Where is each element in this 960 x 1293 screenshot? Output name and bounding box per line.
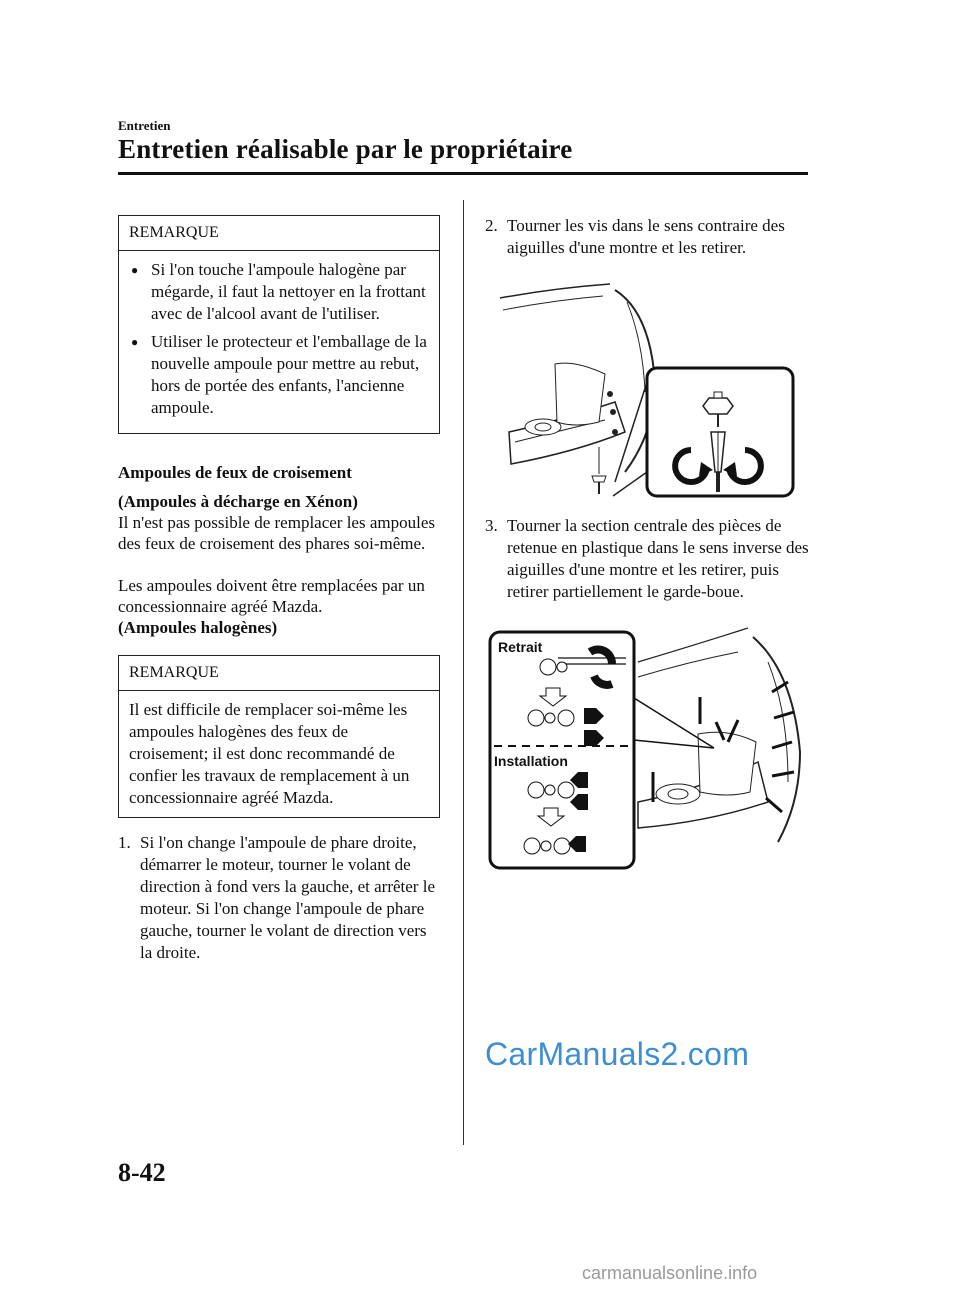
watermark-url: carmanualsonline.info <box>582 1263 758 1283</box>
note-box-2 <box>118 655 440 818</box>
watermark: CarManuals2.com <box>485 1036 750 1072</box>
title-divider <box>118 172 808 175</box>
low-beam-heading: Ampoules de feux de croisement <box>118 463 352 482</box>
xenon-heading: (Ampoules à décharge en Xénon) <box>118 492 358 511</box>
step-2 <box>485 215 810 259</box>
step-text: Tourner les vis dans le sens contraire des aiguilles d'une montre et les retirer. <box>507 216 785 257</box>
note-box-1 <box>118 215 440 434</box>
note-bullet <box>129 259 429 325</box>
step-text: Si l'on change l'ampoule de phare droite, démarrer le moteur, tourner le volant de direction à fond vers la gauche, et arrêter le moteur. Si l'on change l'ampoule de phare gauche, tourner le volant de direction vers la droite. <box>140 833 435 962</box>
column-divider <box>463 200 464 1145</box>
retainer-removal-illustration <box>488 622 808 872</box>
bullet-dot-icon: ● <box>131 335 139 349</box>
screw-removal-illustration <box>495 282 800 500</box>
page-number: 8-42 <box>118 1158 166 1187</box>
step-number: 3. <box>485 516 498 535</box>
bullet-dot-icon: ● <box>131 263 139 277</box>
figure-label-install: Installation <box>494 753 568 769</box>
step-text: Tourner la section centrale des pièces de retenue en plastique dans le sens inverse des aiguilles d'une montre et les retirer, puis retirer partiellement le garde-boue. <box>507 516 809 601</box>
note-heading: REMARQUE <box>119 216 439 251</box>
note-bullet-text: Si l'on touche l'ampoule halogène par mégarde, il faut la nettoyer en la frottant avec de l'alcool avant de l'utiliser. <box>151 260 426 323</box>
note-bullet-text: Utiliser le protecteur et l'emballage de la nouvelle ampoule pour mettre au rebut, hors de portée des enfants, l'ancienne ampoule. <box>151 332 427 417</box>
note-text: Il est difficile de remplacer soi-même les ampoules halogènes des feux de croisement; il est donc recommandé de confier les travaux de remplacement à un concessionnaire agréé Mazda. <box>129 700 410 807</box>
xenon-paragraph-1: Il n'est pas possible de remplacer les ampoules des feux de croisement des phares soi-même. <box>118 513 435 553</box>
note-bullet <box>129 331 429 419</box>
page-title: Entretien réalisable par le propriétaire <box>118 134 573 164</box>
halogen-heading: (Ampoules halogènes) <box>118 618 278 637</box>
xenon-paragraph-2: Les ampoules doivent être remplacées par un concessionnaire agréé Mazda. <box>118 576 425 616</box>
step-number: 2. <box>485 216 498 235</box>
note-heading: REMARQUE <box>119 656 439 691</box>
step-number: 1. <box>118 833 131 852</box>
figure-label-remove: Retrait <box>498 639 543 655</box>
step-3 <box>485 515 810 603</box>
step-1 <box>118 832 443 964</box>
section-label: Entretien <box>118 118 171 133</box>
